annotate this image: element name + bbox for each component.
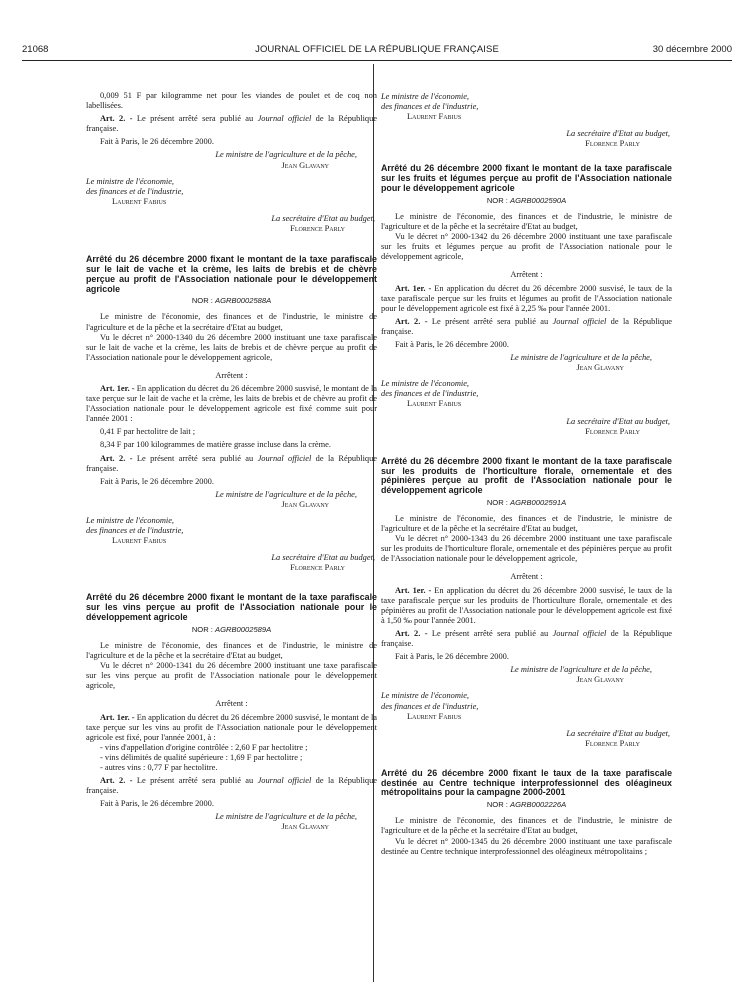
done-at: Fait à Paris, le 26 décembre 2000.: [395, 339, 509, 349]
rate-item: 0,41 F par hectolitre de lait ;: [100, 427, 196, 437]
signature-budget: La secrétaire d'Etat au budget, Florence Parly: [271, 213, 375, 234]
preamble: Le ministre de l'économie, des finances et de l'industrie, le ministre de l'agriculture et de la pêche et la secrétaire d'Etat au budget,: [86, 312, 377, 332]
page-number: 21068: [22, 44, 49, 55]
visa: Vu le décret n° 2000-1343 du 26 décembre 2000 instituant une taxe parafiscale sur les produits de l'horticulture florale, ornementale et des pépinières perçue au profit de l'Association nationale pour le développement agricole,: [381, 534, 672, 564]
preamble: Le ministre de l'économie, des finances et de l'industrie, le ministre de l'agriculture et de la pêche et la secrétaire d'Etat au budget,: [381, 514, 672, 534]
signature-economy: Le ministre de l'économie, des finances et de l'industrie, Laurent Fabius: [381, 379, 479, 409]
signature-budget: La secrétaire d'Etat au budget, Florence Parly: [566, 416, 670, 436]
visa: Vu le décret n° 2000-1341 du 26 décembre 2000 instituant une taxe parafiscale sur les vins perçue au profit de l'Association nationale pour le développement agricole,: [86, 661, 377, 691]
signature-agriculture: Le ministre de l'agriculture et de la pêche, Jean Glavany: [215, 812, 357, 832]
visa: Vu le décret n° 2000-1345 du 26 décembre 2000 instituant une taxe parafiscale destinée au Centre technique interprofessionnel des oléagineux métropolitains ;: [381, 836, 672, 856]
done-at: Fait à Paris, le 26 décembre 2000.: [100, 137, 214, 147]
nor-reference: NOR : AGRB0002591A: [486, 497, 567, 507]
signature-economy: Le ministre de l'économie, des finances et de l'industrie, Laurent Fabius: [381, 92, 479, 122]
signature-budget: La secrétaire d'Etat au budget, Florence Parly: [566, 728, 670, 748]
article-2: Art. 2. - Le présent arrêté sera publié au Journal officiel de la République française.: [86, 453, 378, 473]
signature-economy: Le ministre de l'économie, des finances et de l'industrie, Laurent Fabius: [86, 516, 184, 546]
done-at: Fait à Paris, le 26 décembre 2000.: [100, 799, 214, 809]
header-rule: [22, 60, 732, 61]
arretent: Arrêtent :: [510, 572, 543, 582]
signature-economy: Le ministre de l'économie, des finances et de l'industrie, Laurent Fabius: [86, 176, 184, 206]
decree-title: Arrêté du 26 décembre 2000 fixant le montant de la taxe parafiscale sur les produits de l'horticulture florale, ornementale et des pépinières perçue au profit de l'Association nationale pour le développement agricole: [381, 455, 672, 496]
signature-agriculture: Le ministre de l'agriculture et de la pêche, Jean Glavany: [510, 353, 652, 373]
article-2: Art. 2. - Le présent arrêté sera publié au Journal officiel de la République française.: [86, 776, 378, 796]
done-at: Fait à Paris, le 26 décembre 2000.: [395, 652, 509, 662]
article-1: Art. 1er. - En application du décret du 26 décembre 2000 susvisé, le taux de la taxe parafiscale perçue sur les produits de l'horticulture florale, ornementale et des pépinières au profit de l'Association nationale pour le développement agricole est fixé à 1,50 ‰ pour l'année 2001.: [381, 585, 673, 625]
preamble: Le ministre de l'économie, des finances et de l'industrie, le ministre de l'agriculture et de la pêche et la secrétaire d'Etat au budget,: [381, 816, 672, 836]
left-column: [86, 91, 377, 833]
signature-agriculture: Le ministre de l'agriculture et de la pêche, Jean Glavany: [215, 489, 357, 509]
issue-date: 30 décembre 2000: [652, 44, 732, 55]
nor-reference: NOR : AGRB0002588A: [191, 296, 272, 306]
signature-budget: La secrétaire d'Etat au budget, Florence Parly: [271, 553, 375, 573]
article-heading: Art. 2. -: [100, 114, 133, 124]
signature-economy: Le ministre de l'économie, des finances et de l'industrie, Laurent Fabius: [381, 691, 479, 721]
intro-paragraph: 0,009 51 F par kilogramme net pour les viandes de poulet et de coq non labellisées.: [86, 91, 377, 111]
right-column: [381, 92, 672, 857]
decree-title: Arrêté du 26 décembre 2000 fixant le montant de la taxe parafiscale sur les vins perçue au profit de l'Association nationale pour le développement agricole: [86, 592, 377, 623]
rate-item: - autres vins : 0,77 F par hectolitre.: [100, 762, 218, 772]
nor-reference: NOR : AGRB0002590A: [486, 195, 567, 205]
decree-title: Arrêté du 26 décembre 2000 fixant le montant de la taxe parafiscale sur le lait de vache et la crème, les laits de brebis et de chèvre perçue au profit de l'Association nationale pour le développement agricole: [86, 254, 377, 294]
journal-title: JOURNAL OFFICIEL DE LA RÉPUBLIQUE FRANÇAISE: [255, 44, 499, 55]
arretent: Arrêtent :: [510, 270, 543, 280]
article-1: Art. 1er. - En application du décret du 26 décembre 2000 susvisé, le taux de la taxe parafiscale perçue sur les fruits et légumes au profit de l'Association nationale pour le développement agricole est fixé à 2,25 ‰ pour l'année 2001.: [381, 283, 673, 313]
nor-reference: NOR : AGRB0002589A: [191, 624, 272, 634]
arretent: Arrêtent :: [215, 370, 248, 380]
rate-item: - vins d'appellation d'origine contrôlée : 2,60 F par hectolitre ;: [100, 742, 308, 752]
rate-item: 8,34 F par 100 kilogrammes de matière grasse incluse dans la crème.: [100, 440, 331, 450]
decree-title: Arrêté du 26 décembre 2000 fixant le montant de la taxe parafiscale sur les fruits et légumes perçue au profit de l'Association nationale pour le développement agricole: [381, 163, 672, 194]
visa: Vu le décret n° 2000-1342 du 26 décembre 2000 instituant une taxe parafiscale sur les fruits et légumes perçue au profit de l'Association nationale pour le développement agricole,: [381, 232, 672, 262]
nor-reference: NOR : AGRB0002226A: [486, 800, 567, 810]
decree-title: Arrêté du 26 décembre 2000 fixant le taux de la taxe parafiscale destinée au Centre technique interprofessionnel des oléagineux métropolitains pour la campagne 2000-2001: [381, 767, 672, 798]
done-at: Fait à Paris, le 26 décembre 2000.: [100, 476, 214, 486]
signature-agriculture: Le ministre de l'agriculture et de la pêche, Jean Glavany: [510, 665, 652, 685]
arretent: Arrêtent :: [215, 699, 248, 709]
visa: Vu le décret n° 2000-1340 du 26 décembre 2000 instituant une taxe parafiscale sur le lait de vache et la crème, les laits de brebis et de chèvre perçue au profit de l'Association nationale pour le développement agricole,: [86, 332, 377, 362]
preamble: Le ministre de l'économie, des finances et de l'industrie, le ministre de l'agriculture et de la pêche et la secrétaire d'Etat au budget,: [381, 211, 672, 232]
page-header: [22, 44, 732, 58]
signature-agriculture: Le ministre de l'agriculture et de la pêche, Jean Glavany: [215, 150, 357, 170]
article-2: Art. 2. - Le présent arrêté sera publié au Journal officiel de la République française.: [381, 316, 673, 336]
preamble: Le ministre de l'économie, des finances et de l'industrie, le ministre de l'agriculture et de la pêche et la secrétaire d'Etat au budget,: [86, 640, 377, 661]
article-2: Art. 2. - Le présent arrêté sera publié au Journal officiel de la République française.: [86, 114, 378, 134]
rate-item: - vins délimités de qualité supérieure : 1,69 F par hectolitre ;: [100, 752, 303, 762]
signature-budget: La secrétaire d'Etat au budget, Florence Parly: [566, 129, 670, 149]
article-1: Art. 1er. - En application du décret du 26 décembre 2000 susvisé, le montant de la taxe perçue sur les vins au profit de l'Association nationale pour le développement agricole est fixé, pour l'année 2001, à :: [86, 712, 378, 742]
article-1: Art. 1er. - En application du décret du 26 décembre 2000 susvisé, le montant de la taxe perçue sur le lait de vache et la crème, les laits de brebis et de chèvre au profit de l'Association nationale pour le développement agricole est fixé comme suit pour l'année 2001 :: [86, 383, 378, 424]
article-2: Art. 2. - Le présent arrêté sera publié au Journal officiel de la République française.: [381, 628, 673, 649]
